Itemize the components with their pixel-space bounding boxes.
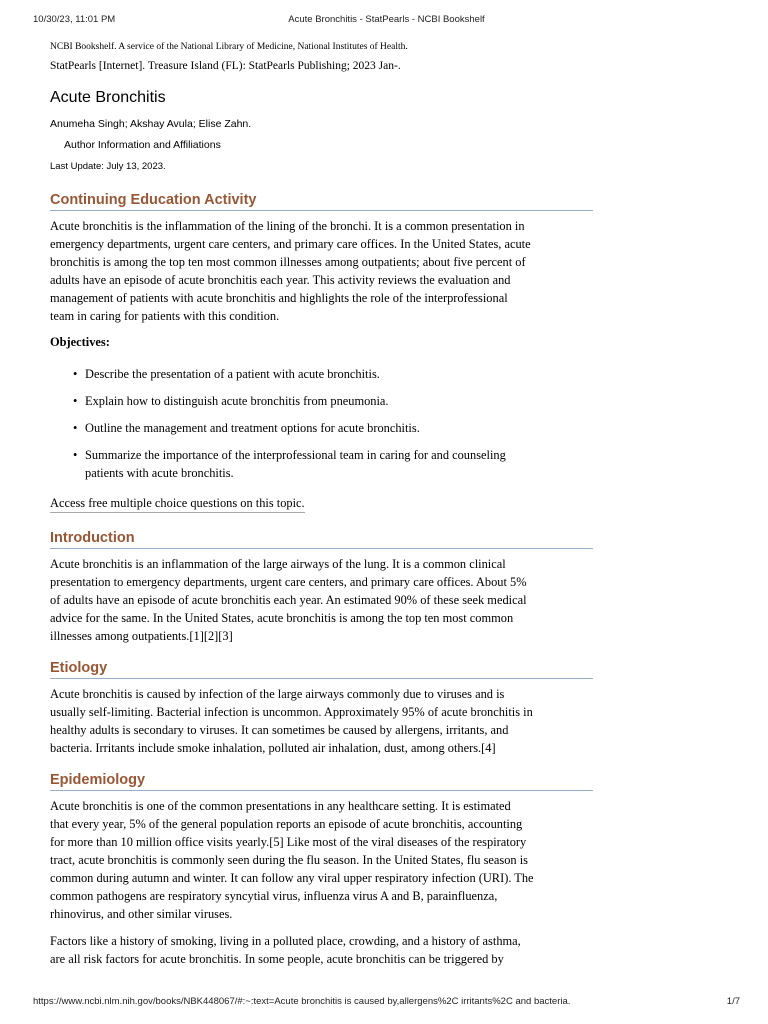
text-line: Acute bronchitis is one of the common presentations in any healthcare setting. It is estimated: [50, 799, 511, 813]
mcq-access-link[interactable]: Access free multiple choice questions on this topic.: [50, 494, 305, 513]
text-line: emergency departments, urgent care centers, and primary care offices. In the United States, acute: [50, 237, 531, 251]
text-line: adults have an episode of acute bronchitis each year. This activity reviews the evaluation and: [50, 273, 511, 287]
objectives-list: [50, 365, 593, 482]
text-line: are all risk factors for acute bronchitis. In some people, acute bronchitis can be triggered by: [50, 952, 504, 966]
paragraph: [50, 932, 593, 968]
authors: Anumeha Singh; Akshay Avula; Elise Zahn.: [50, 118, 252, 130]
section-etiology: [50, 659, 593, 757]
text-line: of adults have an episode of acute bronchitis each year. An estimated 90% of these seek medical: [50, 593, 527, 607]
article-content: [50, 40, 593, 968]
list-item: [73, 365, 593, 383]
text-line: Acute bronchitis is caused by infection of the large airways commonly due to viruses and is: [50, 687, 505, 701]
list-item-text: Explain how to distinguish acute bronchitis from pneumonia.: [85, 394, 389, 408]
text-line: Acute bronchitis is the inflammation of the lining of the bronchi. It is a common presentation in: [50, 219, 525, 233]
section-epidemiology: [50, 771, 593, 968]
list-item-text: Outline the management and treatment options for acute bronchitis.: [85, 421, 420, 435]
print-url: https://www.ncbi.nlm.nih.gov/books/NBK448067/#:~:text=Acute bronchitis is caused by,allergens%2C irritants%2C and bacteria.: [33, 996, 571, 1007]
print-header: [33, 14, 740, 28]
text-line: for more than 10 million office visits yearly.[5] Like most of the viral diseases of the respiratory: [50, 835, 527, 849]
text-line: rhinovirus, and other similar viruses.: [50, 907, 233, 921]
section-continuing-education: [50, 191, 593, 513]
section-introduction: [50, 529, 593, 645]
text-line: tract, acute bronchitis is commonly seen during the flu season. In the United States, flu season is: [50, 853, 528, 867]
article-title: Acute Bronchitis: [50, 89, 166, 106]
bullet-icon: •: [73, 421, 78, 435]
list-item: [73, 392, 593, 410]
list-item: [73, 446, 593, 482]
print-page-title: Acute Bronchitis - StatPearls - NCBI Bookshelf: [288, 14, 485, 25]
text-line: advice for the same. In the United States, acute bronchitis is among the top ten most common: [50, 611, 514, 625]
print-page-number: 1/7: [726, 996, 740, 1007]
text-line: bronchitis is among the top ten most common illnesses among outpatients; about five percent of: [50, 255, 526, 269]
print-footer: [33, 996, 740, 1010]
list-item-text: patients with acute bronchitis.: [85, 466, 234, 480]
print-datetime: 10/30/23, 11:01 PM: [33, 14, 116, 25]
text-line: Acute bronchitis is an inflammation of the large airways of the lung. It is a common clinical: [50, 557, 506, 571]
text-line: team in caring for patients with this condition.: [50, 309, 280, 323]
bookshelf-notice: NCBI Bookshelf. A service of the National Library of Medicine, National Institutes of Health.: [50, 42, 408, 52]
section-heading: Etiology: [50, 659, 593, 679]
text-line: that every year, 5% of the general population reports an episode of acute bronchitis, accounting: [50, 817, 523, 831]
text-line: illnesses among outpatients.[1][2][3]: [50, 629, 233, 643]
paragraph: [50, 685, 593, 757]
list-item-text: Describe the presentation of a patient with acute bronchitis.: [85, 367, 380, 381]
last-update: Last Update: July 13, 2023.: [50, 161, 166, 172]
text-line: Factors like a history of smoking, living in a polluted place, crowding, and a history of asthma,: [50, 934, 521, 948]
text-line: usually self-limiting. Bacterial infection is uncommon. Approximately 95% of acute bronchitis in: [50, 705, 533, 719]
author-affiliations-link[interactable]: Author Information and Affiliations: [64, 139, 221, 151]
text-line: management of patients with acute bronchitis and highlights the role of the interprofessional: [50, 291, 508, 305]
text-line: common during autumn and winter. It can follow any viral upper respiratory infection (URI). The: [50, 871, 534, 885]
text-line: healthy adults is secondary to viruses. It can sometimes be caused by allergens, irritants, and: [50, 723, 509, 737]
text-line: common pathogens are respiratory syncytial virus, influenza virus A and B, parainfluenza,: [50, 889, 498, 903]
section-heading: Introduction: [50, 529, 593, 549]
bullet-icon: •: [73, 448, 78, 462]
section-heading: Epidemiology: [50, 771, 593, 791]
section-heading: Continuing Education Activity: [50, 191, 593, 211]
text-line: bacteria. Irritants include smoke inhalation, polluted air inhalation, dust, among others.[4]: [50, 741, 496, 755]
list-item-text: Summarize the importance of the interprofessional team in caring for and counseling: [85, 448, 506, 462]
paragraph: [50, 555, 593, 645]
citation: StatPearls [Internet]. Treasure Island (FL): StatPearls Publishing; 2023 Jan-.: [50, 60, 401, 72]
access-link-row: [50, 494, 593, 513]
text-line: presentation to emergency departments, urgent care centers, and primary care offices. About 5%: [50, 575, 527, 589]
paragraph: [50, 217, 593, 325]
paragraph: [50, 797, 593, 923]
bullet-icon: •: [73, 367, 78, 381]
objectives-label: Objectives:: [50, 335, 110, 349]
list-item: [73, 419, 593, 437]
bullet-icon: •: [73, 394, 78, 408]
